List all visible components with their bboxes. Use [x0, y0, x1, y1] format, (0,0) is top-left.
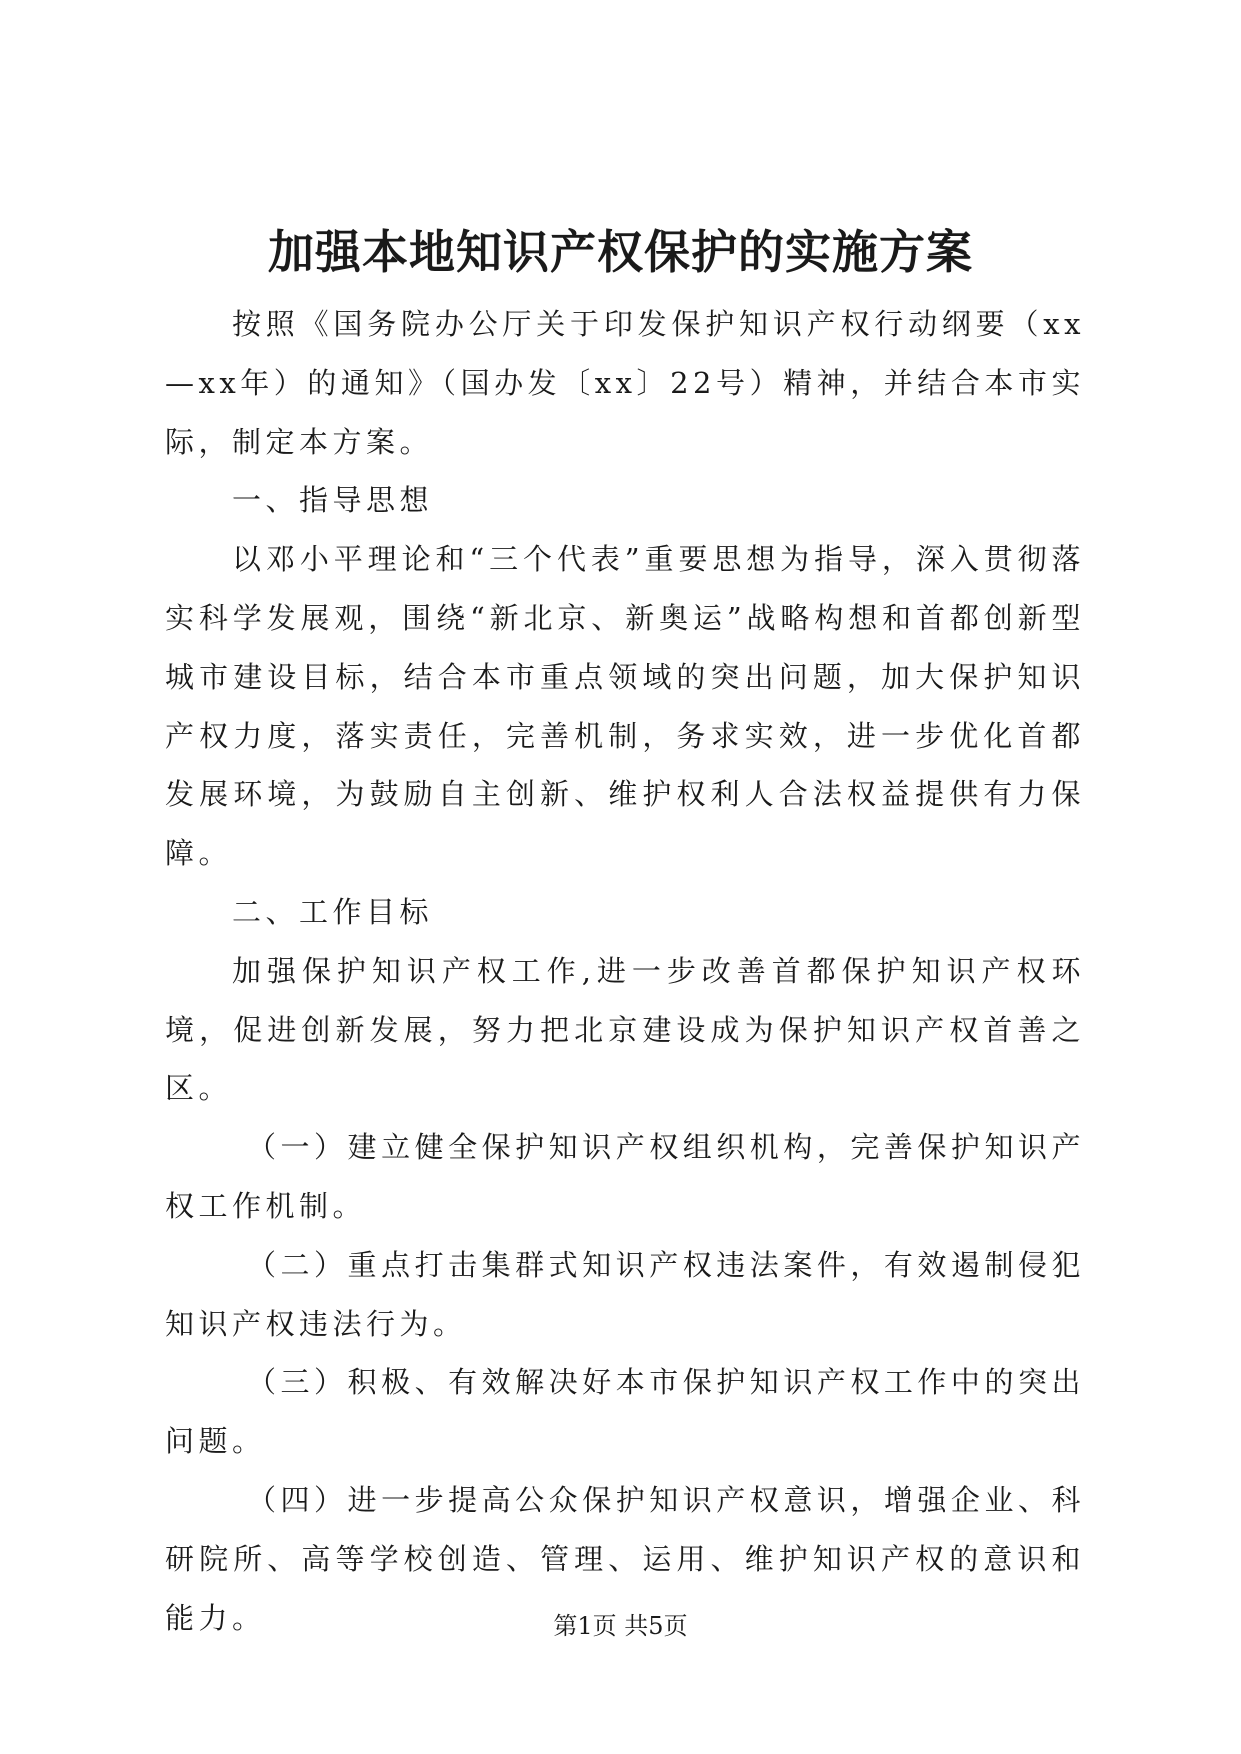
goal-item-4: （四）进一步提高公众保护知识产权意识，增强企业、科研院所、高等学校创造、管理、运用、维护知识产权的意识和能力。 — [165, 1482, 1085, 1635]
document-title: 加强本地知识产权保护的实施方案 — [268, 225, 973, 279]
paragraph-work-goals: 加强保护知识产权工作,进一步改善首都保护知识产权环境，促进创新发展，努力把北京建设成为保护知识产权首善之区。 — [165, 953, 1085, 1106]
goal-item-1: （一）建立健全保护知识产权组织机构，完善保护知识产权工作机制。 — [165, 1130, 1085, 1223]
section-heading-work-goals: 二、工作目标 — [232, 894, 434, 929]
page-number-footer: 第1页 共5页 — [553, 1612, 688, 1640]
document-body — [165, 295, 1085, 1647]
goal-item-2: （二）重点打击集群式知识产权违法案件，有效遏制侵犯知识产权违法行为。 — [165, 1247, 1085, 1341]
paragraph-intro: 按照《国务院办公厅关于印发保护知识产权行动纲要（xx—xx年）的通知》（国办发〔xx〕22号）精神，并结合本市实际，制定本方案。 — [165, 307, 1085, 459]
paragraph-guiding-ideology: 以邓小平理论和“三个代表”重要思想为指导，深入贯彻落实科学发展观，围绕“新北京、新奥运”战略构想和首都创新型城市建设目标，结合本市重点领域的突出问题，加大保护知识产权力度，落实责任，完善机制，务求实效，进一步优化首都发展环境，为鼓励自主创新、维护权利人合法权益提供有力保障。 — [165, 542, 1085, 871]
section-heading-guiding-ideology: 一、指导思想 — [232, 483, 434, 518]
goal-item-3: （三）积极、有效解决好本市保护知识产权工作中的突出问题。 — [165, 1365, 1085, 1459]
